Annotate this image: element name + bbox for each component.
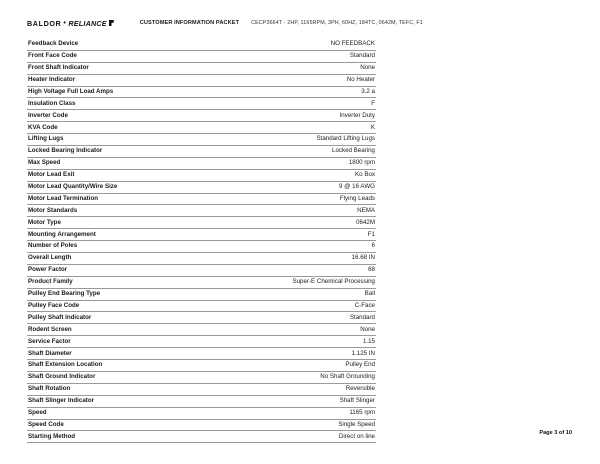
spec-row: [27, 50, 376, 62]
brand-separator: •: [63, 19, 67, 27]
spec-label: Motor Standards: [27, 205, 208, 217]
spec-row: [27, 98, 376, 110]
spec-label: Mounting Arrangement: [27, 229, 208, 241]
spec-label: Power Factor: [27, 264, 208, 276]
spec-row: [27, 360, 376, 372]
spec-label: Front Shaft Indicator: [27, 62, 208, 74]
spec-label: Locked Bearing Indicator: [27, 146, 208, 158]
spec-value: 1800 rpm: [208, 157, 376, 169]
spec-row: [27, 110, 376, 122]
spec-label: Motor Type: [27, 217, 208, 229]
spec-value: Locked Bearing: [208, 146, 376, 158]
spec-label: Service Factor: [27, 336, 208, 348]
spec-value: Flying Leads: [208, 193, 376, 205]
spec-label: Speed Code: [27, 419, 208, 431]
spec-label: Front Face Code: [27, 50, 208, 62]
spec-label: Motor Lead Termination: [27, 193, 208, 205]
spec-value: No Heater: [208, 74, 376, 86]
spec-value: K: [208, 122, 376, 134]
spec-value: 16.68 IN: [208, 253, 376, 265]
spec-row: [27, 288, 376, 300]
spec-row: [27, 241, 376, 253]
spec-value: Standard: [208, 50, 376, 62]
spec-row: [27, 419, 376, 431]
spec-row: [27, 324, 376, 336]
spec-value: 3.2 a: [208, 86, 376, 98]
spec-row: [27, 348, 376, 360]
spec-label: Pulley Shaft Indicator: [27, 312, 208, 324]
spec-value: None: [208, 62, 376, 74]
spec-row: [27, 205, 376, 217]
spec-label: Speed: [27, 407, 208, 419]
specifications-table: [27, 39, 376, 443]
spec-label: Lifting Lugs: [27, 134, 208, 146]
spec-row: [27, 146, 376, 158]
spec-label: Pulley Face Code: [27, 300, 208, 312]
page-number: Page 3 of 10: [539, 430, 572, 436]
reliance-mark-icon: [109, 20, 114, 26]
spec-label: Pulley End Bearing Type: [27, 288, 208, 300]
spec-value: Ball: [208, 288, 376, 300]
spec-label: Rodent Screen: [27, 324, 208, 336]
spec-value: F: [208, 98, 376, 110]
spec-label: High Voltage Full Load Amps: [27, 86, 208, 98]
spec-label: Shaft Diameter: [27, 348, 208, 360]
model-description: CECP3664T - 2HP, 1165RPM, 3PH, 60HZ, 184TC, 0642M, TEFC, F1: [251, 20, 423, 26]
spec-row: [27, 431, 376, 443]
spec-row: [27, 383, 376, 395]
spec-row: [27, 122, 376, 134]
spec-row: [27, 74, 376, 86]
spec-label: Overall Length: [27, 253, 208, 265]
spec-label: Starting Method: [27, 431, 208, 443]
spec-value: Standard: [208, 312, 376, 324]
spec-value: 1.15: [208, 336, 376, 348]
spec-value: Pulley End: [208, 360, 376, 372]
spec-value: Reversible: [208, 383, 376, 395]
packet-title: CUSTOMER INFORMATION PACKET: [139, 20, 240, 26]
spec-label: Product Family: [27, 276, 208, 288]
spec-value: 9 @ 16 AWG: [208, 181, 376, 193]
spec-label: Motor Lead Exit: [27, 169, 208, 181]
page-header: [27, 16, 580, 30]
spec-row: [27, 407, 376, 419]
spec-value: 6: [208, 241, 376, 253]
spec-label: Inverter Code: [27, 110, 208, 122]
brand-left: BALDOR: [27, 18, 62, 28]
spec-value: Super-E Chemical Processing: [208, 276, 376, 288]
brand-right: RELIANCE: [68, 18, 107, 28]
spec-label: Shaft Slinger Indicator: [27, 395, 208, 407]
spec-row: [27, 276, 376, 288]
spec-value: Shaft Slinger: [208, 395, 376, 407]
spec-value: Single Speed: [208, 419, 376, 431]
spec-row: [27, 39, 376, 50]
spec-value: 1.125 IN: [208, 348, 376, 360]
spec-label: Shaft Extension Location: [27, 360, 208, 372]
spec-row: [27, 336, 376, 348]
spec-label: Shaft Ground Indicator: [27, 371, 208, 383]
spec-row: [27, 157, 376, 169]
spec-value: C-Face: [208, 300, 376, 312]
spec-label: Motor Lead Quantity/Wire Size: [27, 181, 208, 193]
spec-label: Insulation Class: [27, 98, 208, 110]
spec-row: [27, 312, 376, 324]
spec-row: [27, 229, 376, 241]
spec-value: Direct on line: [208, 431, 376, 443]
spec-value: Ko Box: [208, 169, 376, 181]
spec-label: Feedback Device: [27, 39, 208, 50]
spec-row: [27, 371, 376, 383]
spec-label: Shaft Rotation: [27, 383, 208, 395]
spec-row: [27, 264, 376, 276]
spec-label: Number of Poles: [27, 241, 208, 253]
spec-row: [27, 253, 376, 265]
spec-value: 1165 rpm: [208, 407, 376, 419]
spec-row: [27, 193, 376, 205]
spec-value: NO FEEDBACK: [208, 39, 376, 50]
baldor-reliance-logo: [27, 19, 114, 28]
spec-row: [27, 395, 376, 407]
specifications-body: [27, 39, 376, 443]
spec-row: [27, 62, 376, 74]
spec-value: 68: [208, 264, 376, 276]
spec-value: No Shaft Grounding: [208, 371, 376, 383]
spec-row: [27, 169, 376, 181]
spec-row: [27, 181, 376, 193]
spec-row: [27, 217, 376, 229]
spec-value: Standard Lifting Lugs: [208, 134, 376, 146]
spec-row: [27, 86, 376, 98]
spec-value: None: [208, 324, 376, 336]
spec-label: Heater Indicator: [27, 74, 208, 86]
spec-row: [27, 300, 376, 312]
spec-value: NEMA: [208, 205, 376, 217]
spec-label: KVA Code: [27, 122, 208, 134]
spec-value: Inverter Duty: [208, 110, 376, 122]
spec-label: Max Speed: [27, 157, 208, 169]
spec-value: F1: [208, 229, 376, 241]
spec-row: [27, 134, 376, 146]
spec-value: 0642M: [208, 217, 376, 229]
